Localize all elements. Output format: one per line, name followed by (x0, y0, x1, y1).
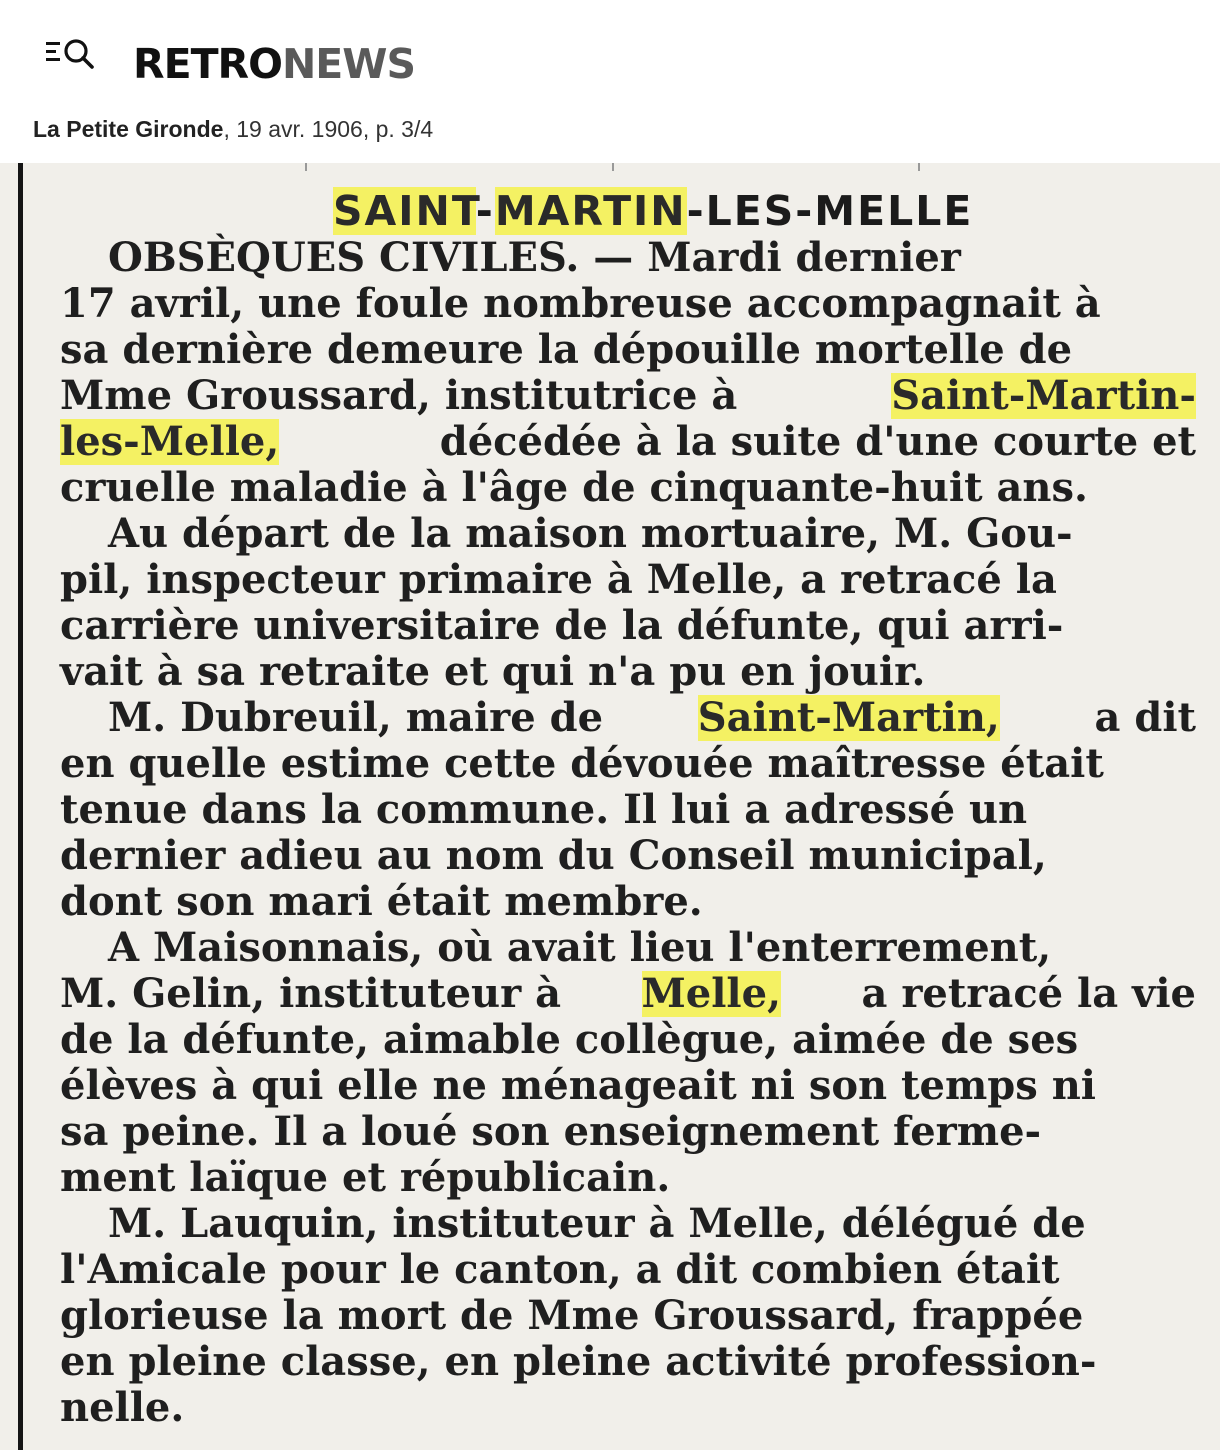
article-heading: SAINT-MARTIN-LES-MELLE (333, 187, 974, 235)
column-separator (918, 163, 920, 171)
menu-search-icon[interactable] (44, 36, 100, 72)
text-line: A Maisonnais, où avait lieu l'enterrement, (108, 924, 1052, 971)
text-line: M. Gelin, instituteur à Melle, a retracé la vie (60, 970, 1196, 1017)
retronews-logo[interactable] (133, 40, 415, 88)
text-line: nelle. (60, 1384, 185, 1431)
column-separator (612, 163, 614, 171)
issue-date-page: , 19 avr. 1906, p. 3/4 (223, 116, 434, 142)
newspaper-scan (0, 163, 1220, 1450)
text-line: sa dernière demeure la dépouille mortelle de (60, 326, 1073, 373)
heading-highlight: MARTIN (494, 187, 687, 235)
text-line: Au départ de la maison mortuaire, M. Gou- (108, 510, 1073, 557)
text-line: pil, inspecteur primaire à Melle, a retracé la (60, 556, 1057, 603)
text-line: ment laïque et républicain. (60, 1154, 671, 1201)
text-line: en pleine classe, en pleine activité profession- (60, 1338, 1097, 1385)
top-bar (0, 0, 1220, 163)
text-line: cruelle maladie à l'âge de cinquante-huit ans. (60, 464, 1088, 511)
newspaper-title: La Petite Gironde (33, 116, 224, 142)
search-highlight: Saint-Martin, (697, 694, 1000, 741)
text-line: OBSÈQUES CIVILES. — Mardi dernier (108, 234, 961, 281)
text-line: de la défunte, aimable collègue, aimée de ses (60, 1016, 1079, 1063)
text-line: 17 avril, une foule nombreuse accompagnait à (60, 280, 1101, 327)
document-source (33, 113, 433, 145)
text-line: Mme Groussard, institutrice à Saint-Martin- (60, 372, 1196, 419)
text-line: les-Melle, décédée à la suite d'une courte et (60, 418, 1196, 465)
text-line: sa peine. Il a loué son enseignement ferme- (60, 1108, 1042, 1155)
text-line: dont son mari était membre. (60, 878, 703, 925)
search-highlight: Melle, (641, 970, 781, 1017)
logo-retro: RETRO (133, 40, 282, 88)
text-line: tenue dans la commune. Il lui a adressé un (60, 786, 1028, 833)
column-rule (18, 163, 23, 1450)
text-line: en quelle estime cette dévouée maîtresse était (60, 740, 1104, 787)
text-line: élèves à qui elle ne ménageait ni son temps ni (60, 1062, 1096, 1109)
column-separator (305, 163, 307, 171)
logo-news: NEWS (281, 40, 416, 88)
search-highlight: Saint-Martin- (891, 372, 1196, 419)
text-line: glorieuse la mort de Mme Groussard, frappée (60, 1292, 1084, 1339)
search-highlight: les-Melle, (60, 418, 280, 465)
article-body (60, 235, 1196, 1431)
text-line: carrière universitaire de la défunte, qui arri- (60, 602, 1064, 649)
text-line: vait à sa retraite et qui n'a pu en jouir. (60, 648, 926, 695)
heading-highlight: SAINT (333, 187, 476, 235)
text-line: dernier adieu au nom du Conseil municipal, (60, 832, 1047, 879)
text-line: M. Lauquin, instituteur à Melle, délégué de (108, 1200, 1086, 1247)
text-line: l'Amicale pour le canton, a dit combien était (60, 1246, 1060, 1293)
text-line: M. Dubreuil, maire de Saint-Martin, a dit (108, 694, 1196, 741)
